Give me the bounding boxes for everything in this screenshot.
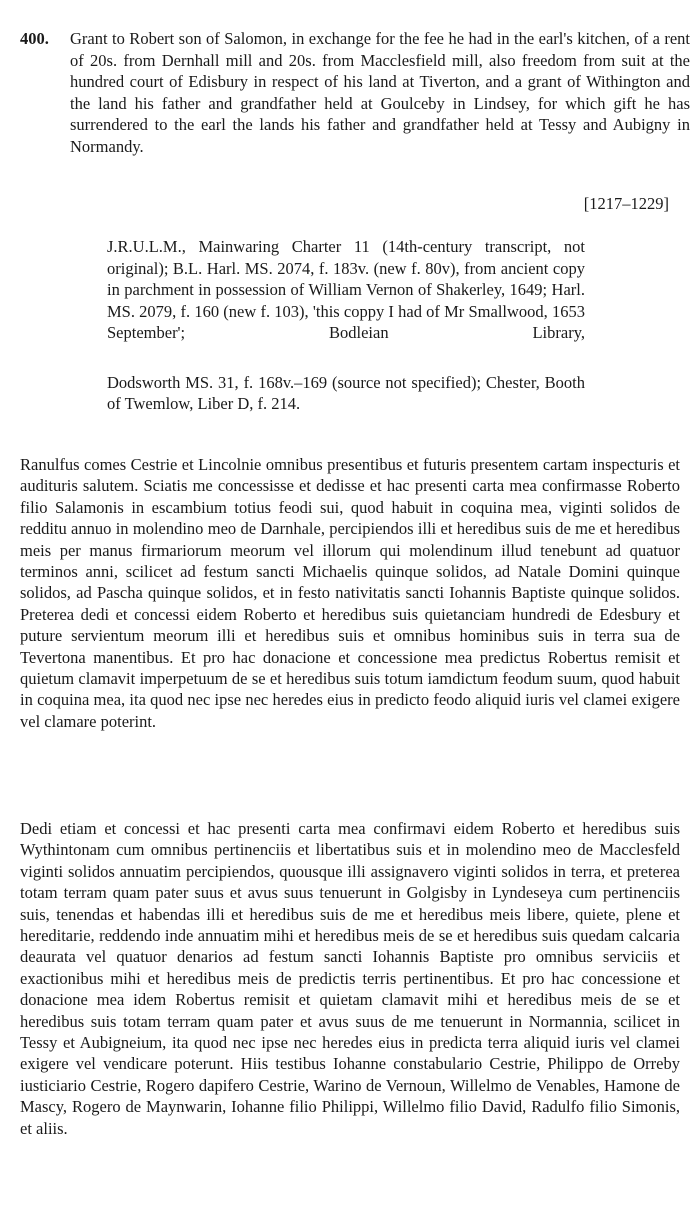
sources-block	[107, 236, 585, 415]
entry-number: 400.	[20, 29, 49, 48]
entry-summary: Grant to Robert son of Salomon, in exchange for the fee he had in the earl's kitchen, of a rent of 20s. from Dernhall mill and 20s. from Macclesfield mill, also freedom from suit at the hundred court of Edisbury in respect of his land at Tiverton, and a grant of Withington and the land his father and grandfather held at Goulceby in Lindsey, for which gift he has surrendered to the earl the lands his father and grandfather held at Tessy and Aubigny in Normandy.	[70, 29, 690, 156]
charter-text-paragraph-1: Ranulfus comes Cestrie et Lincolnie omnibus presentibus et futuris presentem cartam inspecturis et audituris salutem. Sciatis me concessisse et dedisse et hac presenti carta mea confirmasse Roberto filio Salamonis in escambium totius feodi sui, quod habuit in coquina mea, viginti solidos de redditu annuo in molendino meo de Darnhale, percipiendos illi et heredibus suis de me et heredibus meis per manus firmariorum meorum vel illorum qui molendinum illud tenebunt ad quatuor terminos anni, scilicet ad festum sancti Michaelis quinque solidos, ad Natale Domini quinque solidos, ad Pascha quinque solidos, et in festo nativitatis sancti Iohannis Baptiste quinque solidos. Preterea dedi et concessi eidem Roberto et heredibus suis quietanciam hundredi de Edesbury et puture servientum meorum illi et heredibus suis et omnibus hominibus suis in terra sua de Tevertona manentibus. Et pro hac donacione et concessione mea predictus Robertus remisit et quietum clamavit imperpetuum de se et heredibus suis totum iamdictum feodum suum, quod habuit in coquina mea, ita quod nec ipse nec heredes eius in predicto feodo aliquid iuris vel clamei exigere vel clamare poterint.	[20, 455, 680, 731]
entry-date: [1217–1229]	[583, 194, 669, 213]
sources-part-1: J.R.U.L.M., Mainwaring Charter 11 (14th-century transcript, not original); B.L. Harl. MS. 2074, f. 183v. (new f. 80v), from ancient copy in parchment in possession of William Vernon of Shakerley, 1649; Harl. MS. 2079, f. 160 (new f. 103), 'this coppy I had of Mr Smallwood, 1653 September'; Bodleian Library,	[107, 237, 585, 342]
charter-entry	[20, 28, 690, 157]
sources-part-2: Dodsworth MS. 31, f. 168v.–169 (source not specified); Chester, Booth of Twemlow, Liber D, f. 214.	[107, 372, 585, 413]
charter-text-paragraph-2: Dedi etiam et concessi et hac presenti carta mea confirmavi eidem Roberto et heredibus suis Wythintonam cum omnibus pertinenciis et libertatibus suis et in molendino meo de Macclesfeld viginti solidos annuatim percipiendos, quousque illi assignavero viginti solidos in terra, et preterea totam terram quam pater suus et avus suus tenuerunt in Golgisby in Lyndeseya cum pertinenciis suis, tenendas et habendas illi et heredibus suis de me et heredibus meis libere, quiete, plene et hereditarie, reddendo inde annuatim mihi et heredibus meis de se et heredibus suis quedam calcaria deaurata vel quatuor denarios ad festum sancti Iohannis Baptiste pro omnibus serviciis et exactionibus mihi et heredibus meis de predictis terris pertinentibus. Et pro hac concessione et donacione mea idem Robertus remisit et quietam clamavit mihi et heredibus meis de se et heredibus suis totam terram quam pater et avus suus de me tenuerunt in Normannia, scilicet in Tessy et Aubigneium, ita quod nec ipse nec heredes eius in predicta terra aliquid iuris vel clamei exigere vel vendicare poterunt. Hiis testibus Iohanne constabulario Cestrie, Philippo de Orreby iusticiario Cestrie, Rogero dapifero Cestrie, Warino de Vernoun, Willelmo de Venables, Hamone de Mascy, Rogero de Maynwarin, Iohanne filio Philippi, Willelmo filio David, Radulfo filio Simonis, et aliis.	[20, 819, 680, 1138]
